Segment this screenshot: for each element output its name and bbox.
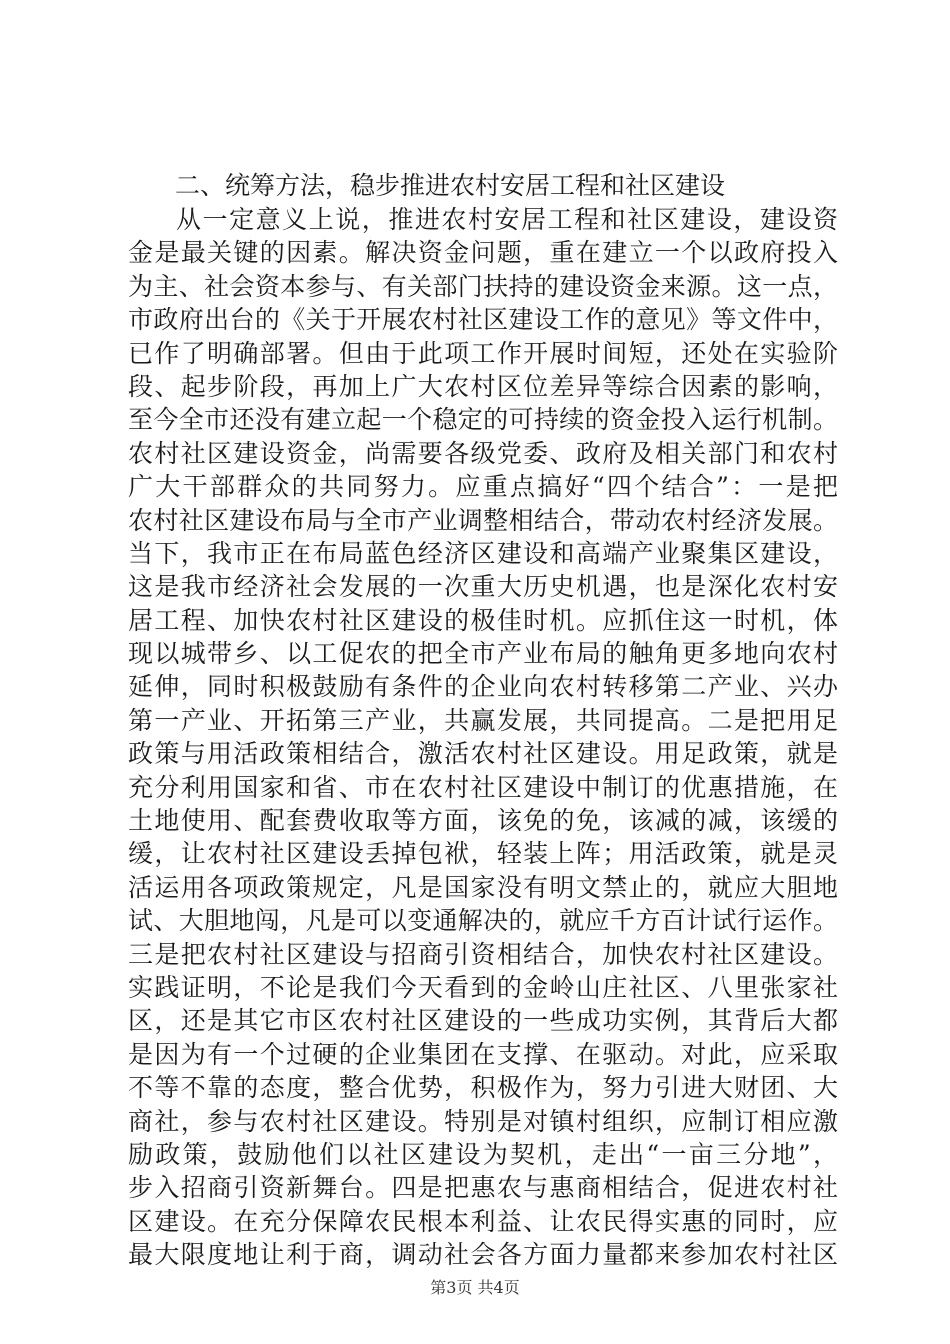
- paragraph-line: 活运用各项政策规定，凡是国家没有明文禁止的，就应大胆地: [128, 872, 838, 902]
- paragraph-line: 区建设。在充分保障农民根本利益、让农民得实惠的同时，应: [128, 1206, 838, 1236]
- paragraph-line: 段、起步阶段，再加上广大农村区位差异等综合因素的影响，: [128, 371, 838, 401]
- paragraph-line: 励政策，鼓励他们以社区建设为契机，走出“一亩三分地”，: [128, 1139, 838, 1169]
- body-paragraph: [128, 203, 838, 1272]
- paragraph-line: 充分利用国家和省、市在农村社区建设中制订的优惠措施，在: [128, 772, 838, 802]
- paragraph-line: 延伸，同时积极鼓励有条件的企业向农村转移第二产业、兴办: [128, 672, 838, 702]
- paragraph-line: 是因为有一个过硬的企业集团在支撑、在驱动。对此，应采取: [128, 1039, 838, 1069]
- paragraph-line: 不等不靠的态度，整合优势，积极作为，努力引进大财团、大: [128, 1073, 838, 1103]
- paragraph-line: 居工程、加快农村社区建设的极佳时机。应抓住这一时机，体: [128, 605, 838, 635]
- paragraph-line: 这是我市经济社会发展的一次重大历史机遇，也是深化农村安: [128, 572, 838, 602]
- paragraph-line: 试、大胆地闯，凡是可以变通解决的，就应千方百计试行运作。: [128, 906, 838, 936]
- paragraph-line: 最大限度地让利于商，调动社会各方面力量都来参加农村社区: [128, 1240, 838, 1270]
- section-heading: 二、统筹方法，稳步推进农村安居工程和社区建设: [175, 171, 726, 200]
- page-footer: 第3页 共4页: [430, 1278, 520, 1297]
- paragraph-line: 金是最关键的因素。解决资金问题，重在建立一个以政府投入: [128, 238, 838, 268]
- paragraph-line: 步入招商引资新舞台。四是把惠农与惠商相结合，促进农村社: [128, 1173, 838, 1203]
- paragraph-line: 商社，参与农村社区建设。特别是对镇村组织，应制订相应激: [128, 1106, 838, 1136]
- paragraph-line: 至今全市还没有建立起一个稳定的可持续的资金投入运行机制。: [128, 405, 838, 435]
- paragraph-line: 市政府出台的《关于开展农村社区建设工作的意见》等文件中，: [128, 305, 838, 335]
- paragraph-line: 广大干部群众的共同努力。应重点搞好“四个结合”：一是把: [128, 472, 838, 502]
- paragraph-line: 当下，我市正在布局蓝色经济区建设和高端产业聚集区建设，: [128, 538, 838, 568]
- paragraph-line: 现以城带乡、以工促农的把全市产业布局的触角更多地向农村: [128, 639, 838, 669]
- paragraph-line: 土地使用、配套费收取等方面，该免的免，该减的减，该缓的: [128, 806, 838, 836]
- paragraph-line: 农村社区建设资金，尚需要各级党委、政府及相关部门和农村: [128, 438, 838, 468]
- paragraph-line: 政策与用活政策相结合，激活农村社区建设。用足政策，就是: [128, 739, 838, 769]
- paragraph-line: 农村社区建设布局与全市产业调整相结合，带动农村经济发展。: [128, 505, 838, 535]
- paragraph-line: 为主、社会资本参与、有关部门扶持的建设资金来源。这一点，: [128, 271, 838, 301]
- paragraph-line: 从一定意义上说，推进农村安居工程和社区建设，建设资: [176, 205, 838, 234]
- paragraph-line: 缓，让农村社区建设丢掉包袱，轻装上阵；用活政策，就是灵: [128, 839, 838, 869]
- paragraph-line: 第一产业、开拓第三产业，共赢发展，共同提高。二是把用足: [128, 705, 838, 735]
- paragraph-line: 已作了明确部署。但由于此项工作开展时间短，还处在实验阶: [128, 338, 838, 368]
- paragraph-line: 实践证明，不论是我们今天看到的金岭山庄社区、八里张家社: [128, 972, 838, 1002]
- paragraph-line: 区，还是其它市区农村社区建设的一些成功实例，其背后大都: [128, 1006, 838, 1036]
- paragraph-line: 三是把农村社区建设与招商引资相结合，加快农村社区建设。: [128, 939, 838, 969]
